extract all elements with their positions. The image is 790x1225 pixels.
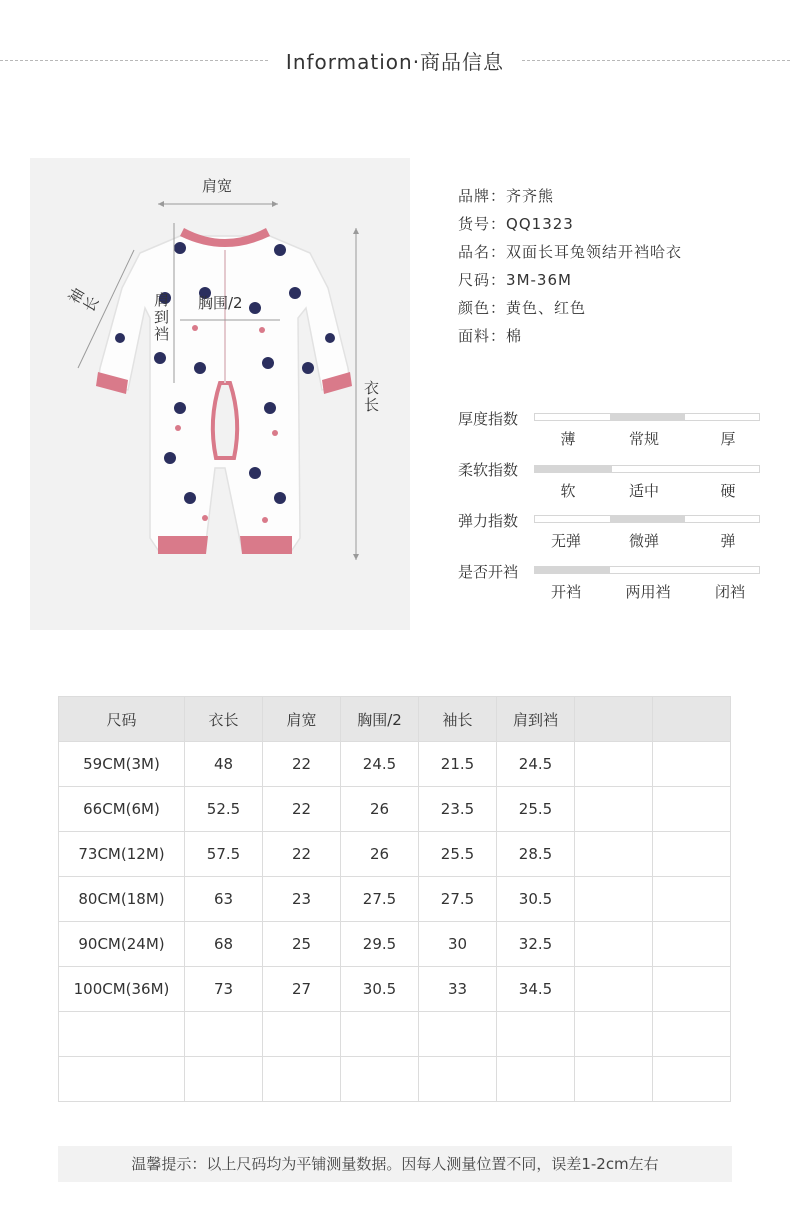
table-cell: 23 — [263, 877, 341, 922]
romper-illustration — [30, 158, 410, 630]
header-divider-right — [522, 60, 790, 61]
shoulder-to-crotch-label: 肩到裆 — [154, 291, 170, 343]
table-row — [59, 832, 731, 877]
chest-half-label: 胸围/2 — [198, 294, 243, 312]
table-cell — [575, 832, 653, 877]
index-option: 开裆 — [550, 583, 581, 601]
header-cell — [575, 697, 653, 742]
header-cell — [653, 697, 731, 742]
index-option: 适中 — [628, 482, 659, 500]
table-cell — [653, 877, 731, 922]
table-cell: 34.5 — [497, 967, 575, 1012]
table-row — [59, 742, 731, 787]
table-row — [59, 922, 731, 967]
header-cell: 肩宽 — [263, 697, 341, 742]
table-cell — [263, 1057, 341, 1102]
table-cell: 25.5 — [497, 787, 575, 832]
table-cell — [653, 832, 731, 877]
header-cell: 衣长 — [185, 697, 263, 742]
table-cell: 28.5 — [497, 832, 575, 877]
table-cell — [575, 967, 653, 1012]
page-title: Information·商品信息 — [285, 50, 505, 74]
header-cell: 肩到裆 — [497, 697, 575, 742]
table-cell — [575, 787, 653, 832]
table-cell: 68 — [185, 922, 263, 967]
table-row — [59, 877, 731, 922]
info-sku: 货号：QQ1323 — [458, 215, 574, 233]
table-cell — [497, 1057, 575, 1102]
sleeve-length-label: 袖长 — [64, 284, 103, 316]
table-cell: 100CM(36M) — [59, 967, 185, 1012]
table-cell: 73CM(12M) — [59, 832, 185, 877]
table-row — [59, 1057, 731, 1102]
index-title: 是否开裆 — [458, 563, 519, 581]
table-cell: 63 — [185, 877, 263, 922]
table-cell — [59, 1012, 185, 1057]
garment-length-label: 衣长 — [364, 379, 380, 414]
table-cell — [575, 742, 653, 787]
table-cell: 24.5 — [497, 742, 575, 787]
table-cell — [341, 1012, 419, 1057]
header-cell: 袖长 — [419, 697, 497, 742]
info-name: 品名：双面长耳兔领结开裆哈衣 — [458, 243, 683, 261]
table-row — [59, 787, 731, 832]
table-cell — [653, 967, 731, 1012]
index-option: 弹 — [720, 532, 736, 550]
table-cell: 80CM(18M) — [59, 877, 185, 922]
table-cell — [653, 1057, 731, 1102]
table-cell — [653, 787, 731, 832]
table-cell: 27.5 — [341, 877, 419, 922]
size-tip: 温馨提示：以上尺码均为平铺测量数据。因每人测量位置不同，误差1-2cm左右 — [58, 1146, 732, 1182]
info-fabric: 面料：棉 — [458, 327, 523, 345]
table-cell — [59, 1057, 185, 1102]
index-option: 微弹 — [628, 532, 659, 550]
index-option: 薄 — [560, 430, 576, 448]
index-title: 弹力指数 — [458, 512, 519, 530]
table-cell: 30 — [419, 922, 497, 967]
index-option: 常规 — [628, 430, 659, 448]
table-row — [59, 1012, 731, 1057]
table-cell — [575, 877, 653, 922]
table-cell: 27 — [263, 967, 341, 1012]
header-cell: 胸围/2 — [341, 697, 419, 742]
table-cell: 90CM(24M) — [59, 922, 185, 967]
index-option: 厚 — [720, 430, 736, 448]
table-cell — [185, 1057, 263, 1102]
table-cell — [653, 1012, 731, 1057]
table-header-row — [59, 697, 731, 742]
table-cell: 22 — [263, 787, 341, 832]
index-option: 闭裆 — [714, 583, 745, 601]
table-cell: 48 — [185, 742, 263, 787]
table-cell — [497, 1012, 575, 1057]
table-cell: 27.5 — [419, 877, 497, 922]
table-cell — [419, 1057, 497, 1102]
table-cell — [653, 742, 731, 787]
table-cell: 30.5 — [341, 967, 419, 1012]
table-cell — [419, 1012, 497, 1057]
table-cell: 29.5 — [341, 922, 419, 967]
index-bar — [534, 413, 760, 421]
table-cell — [341, 1057, 419, 1102]
table-row — [59, 967, 731, 1012]
header-cell: 尺码 — [59, 697, 185, 742]
table-cell — [653, 922, 731, 967]
table-cell — [575, 922, 653, 967]
index-bar — [534, 566, 760, 574]
table-cell: 26 — [341, 832, 419, 877]
index-option: 硬 — [720, 482, 736, 500]
table-cell: 25.5 — [419, 832, 497, 877]
shoulder-width-label: 肩宽 — [202, 177, 233, 195]
product-photo — [30, 158, 410, 630]
table-cell: 33 — [419, 967, 497, 1012]
table-cell: 32.5 — [497, 922, 575, 967]
info-size: 尺码：3M-36M — [458, 271, 572, 289]
table-cell — [263, 1012, 341, 1057]
index-option: 软 — [560, 482, 576, 500]
table-cell — [575, 1012, 653, 1057]
table-cell: 66CM(6M) — [59, 787, 185, 832]
index-option: 两用裆 — [625, 583, 671, 601]
table-cell: 59CM(3M) — [59, 742, 185, 787]
index-option: 无弹 — [550, 532, 581, 550]
table-cell: 26 — [341, 787, 419, 832]
table-cell: 24.5 — [341, 742, 419, 787]
index-bar — [534, 465, 760, 473]
table-cell: 73 — [185, 967, 263, 1012]
index-bar — [534, 515, 760, 523]
table-cell — [185, 1012, 263, 1057]
table-cell: 21.5 — [419, 742, 497, 787]
table-cell: 30.5 — [497, 877, 575, 922]
info-brand: 品牌：齐齐熊 — [458, 187, 555, 205]
table-cell: 57.5 — [185, 832, 263, 877]
index-title: 厚度指数 — [458, 410, 519, 428]
table-cell — [575, 1057, 653, 1102]
table-cell: 22 — [263, 742, 341, 787]
table-cell: 25 — [263, 922, 341, 967]
index-title: 柔软指数 — [458, 461, 519, 479]
info-color: 颜色：黄色、红色 — [458, 299, 587, 317]
table-cell: 23.5 — [419, 787, 497, 832]
table-cell: 22 — [263, 832, 341, 877]
size-table — [58, 696, 731, 1102]
table-cell: 52.5 — [185, 787, 263, 832]
